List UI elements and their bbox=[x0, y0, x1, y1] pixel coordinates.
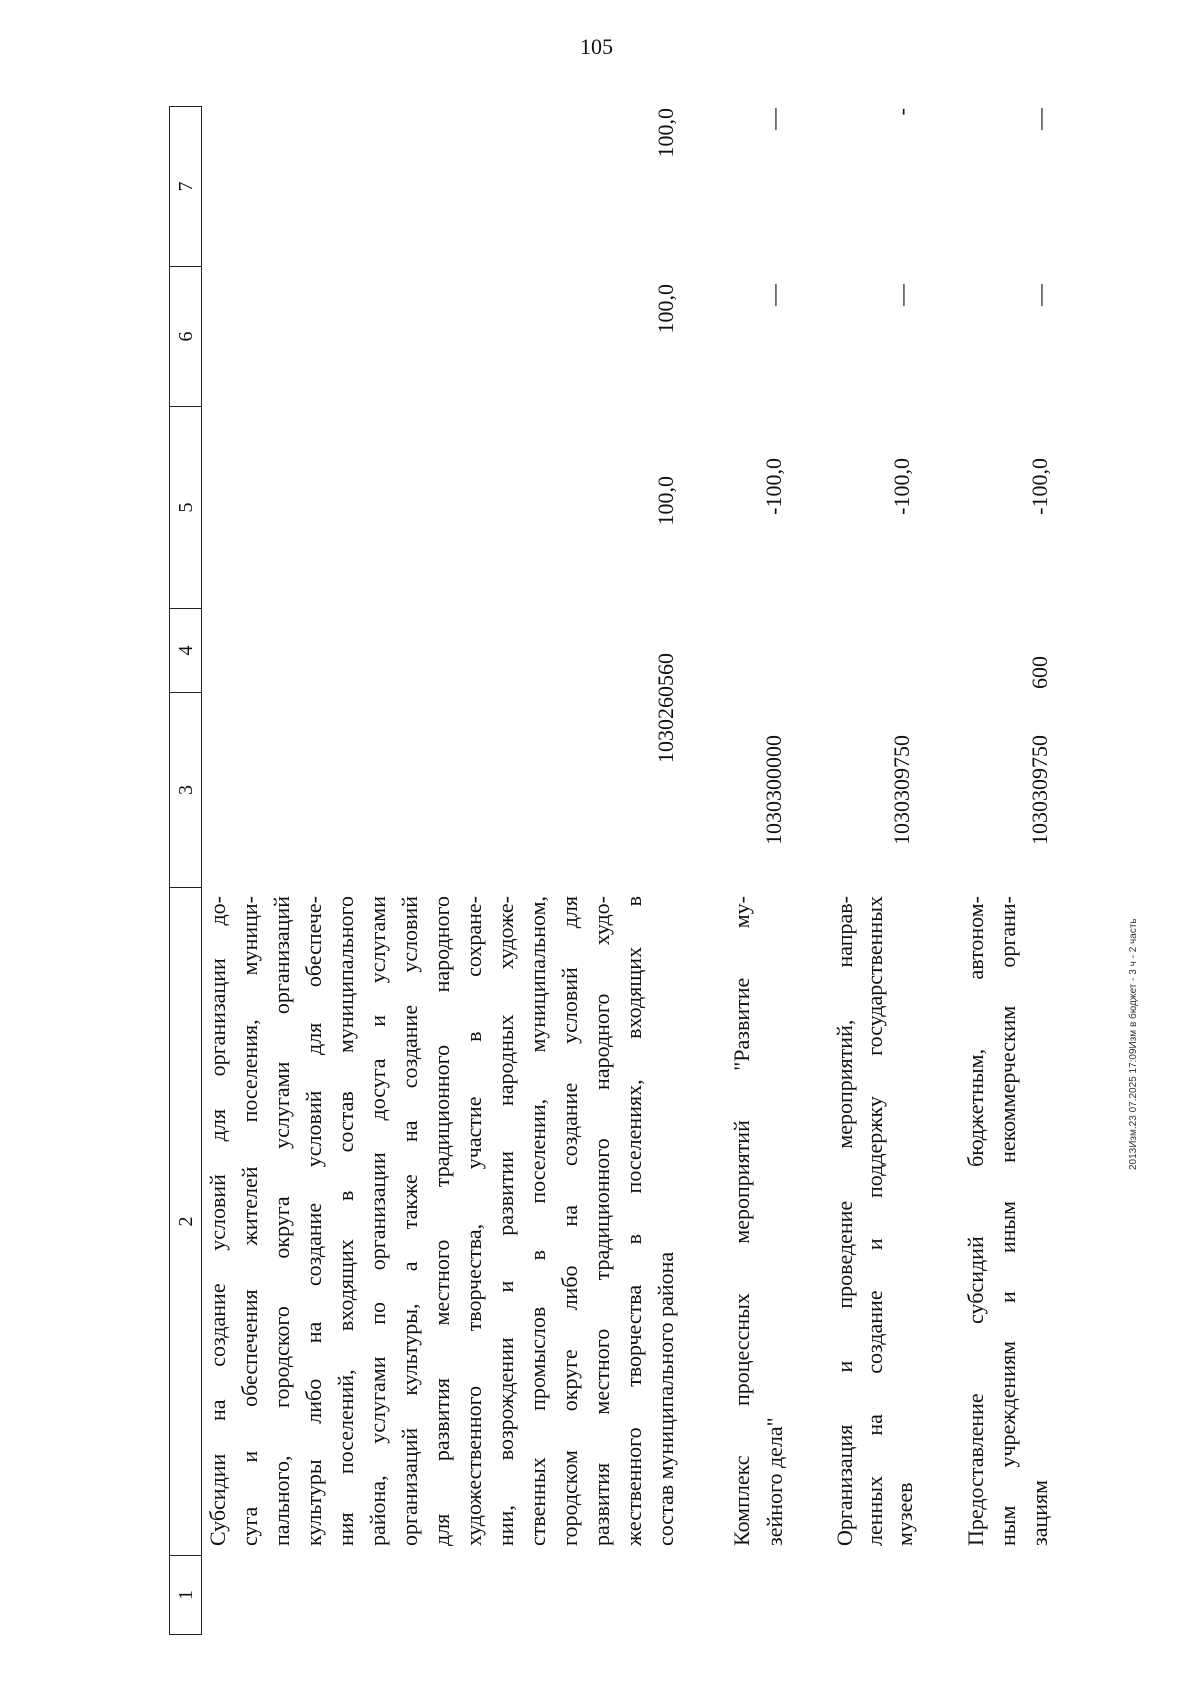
target-code: 1030260560 bbox=[653, 653, 678, 763]
description-line: зациям bbox=[1027, 1479, 1052, 1546]
document-footer: 2013Изм.23 07.2025 17:09Изм в бюджет - 3 ч - 2 часть bbox=[1128, 918, 1139, 1170]
description-line: для развития местного традиционного народного bbox=[429, 896, 454, 1546]
amount-col7: — bbox=[761, 108, 786, 130]
expense-type: 600 bbox=[1027, 656, 1052, 689]
description-line: художественного творчества, участие в сохране- bbox=[461, 896, 486, 1546]
description-line: Комплекс процессных мероприятий "Развитие му- bbox=[729, 896, 754, 1546]
amount-col7: - bbox=[889, 108, 914, 116]
table-row-description bbox=[725, 896, 791, 1546]
description-line: музеев bbox=[892, 1482, 917, 1546]
description-line: района, услугами по организации досуга и услугами bbox=[365, 896, 390, 1546]
description-line: ния поселений, входящих в состав муниципального bbox=[333, 896, 358, 1546]
description-line: нии, возрождении и развитии народных художе- bbox=[493, 896, 518, 1546]
header-col-2: 2 bbox=[169, 887, 202, 1555]
description-line: Предоставление субсидий бюджетным, автоном- bbox=[963, 896, 988, 1546]
target-code: 1030300000 bbox=[761, 735, 786, 845]
description-line: Субсидии на создание условий для организации до- bbox=[205, 896, 230, 1546]
amount-col5: -100,0 bbox=[889, 458, 914, 515]
description-line: городском округе либо на создание условий для bbox=[557, 896, 582, 1546]
table-row-description bbox=[960, 896, 1056, 1546]
description-line: культуры либо на создание условий для обеспече- bbox=[301, 896, 326, 1546]
header-col-1: 1 bbox=[169, 1555, 202, 1635]
description-line: пального, городского округа услугами организаций bbox=[269, 896, 294, 1546]
description-line: суга и обеспечения жителей поселения, муници- bbox=[237, 896, 262, 1546]
description-line: ленных на создание и поддержку государственных bbox=[862, 896, 887, 1546]
amount-col6: — bbox=[1027, 284, 1052, 306]
description-line: состав муниципального района bbox=[653, 1251, 678, 1546]
amount-col5: -100,0 bbox=[1027, 458, 1052, 515]
header-col-5: 5 bbox=[169, 406, 202, 608]
table-row-description bbox=[202, 896, 682, 1546]
description-line: ственных промыслов в поселении, муниципальном, bbox=[525, 896, 550, 1546]
description-line: зейного дела" bbox=[762, 1417, 787, 1546]
description-line: Организация и проведение мероприятий, направ- bbox=[832, 896, 857, 1546]
target-code: 1030309750 bbox=[1027, 735, 1052, 845]
amount-col6: 100,0 bbox=[653, 284, 678, 334]
header-col-3: 3 bbox=[169, 692, 202, 887]
page-number: 105 bbox=[580, 34, 613, 59]
table-row-description bbox=[830, 896, 920, 1546]
description-line: организаций культуры, а также на создание условий bbox=[397, 896, 422, 1546]
amount-col6: — bbox=[761, 284, 786, 306]
description-line: развития местного традиционного народного худо- bbox=[589, 896, 614, 1546]
header-col-4: 4 bbox=[169, 608, 202, 692]
description-line: ным учреждениям и иным некоммерческим органи- bbox=[995, 896, 1020, 1546]
amount-col6: — bbox=[889, 284, 914, 306]
header-col-7: 7 bbox=[169, 106, 202, 266]
description-line: жественного творчества в поселениях, входящих в bbox=[621, 896, 646, 1546]
header-col-6: 6 bbox=[169, 266, 202, 406]
amount-col7: — bbox=[1027, 108, 1052, 130]
amount-col5: -100,0 bbox=[761, 458, 786, 515]
amount-col5: 100,0 bbox=[653, 476, 678, 526]
amount-col7: 100,0 bbox=[653, 108, 678, 158]
target-code: 1030309750 bbox=[889, 735, 914, 845]
